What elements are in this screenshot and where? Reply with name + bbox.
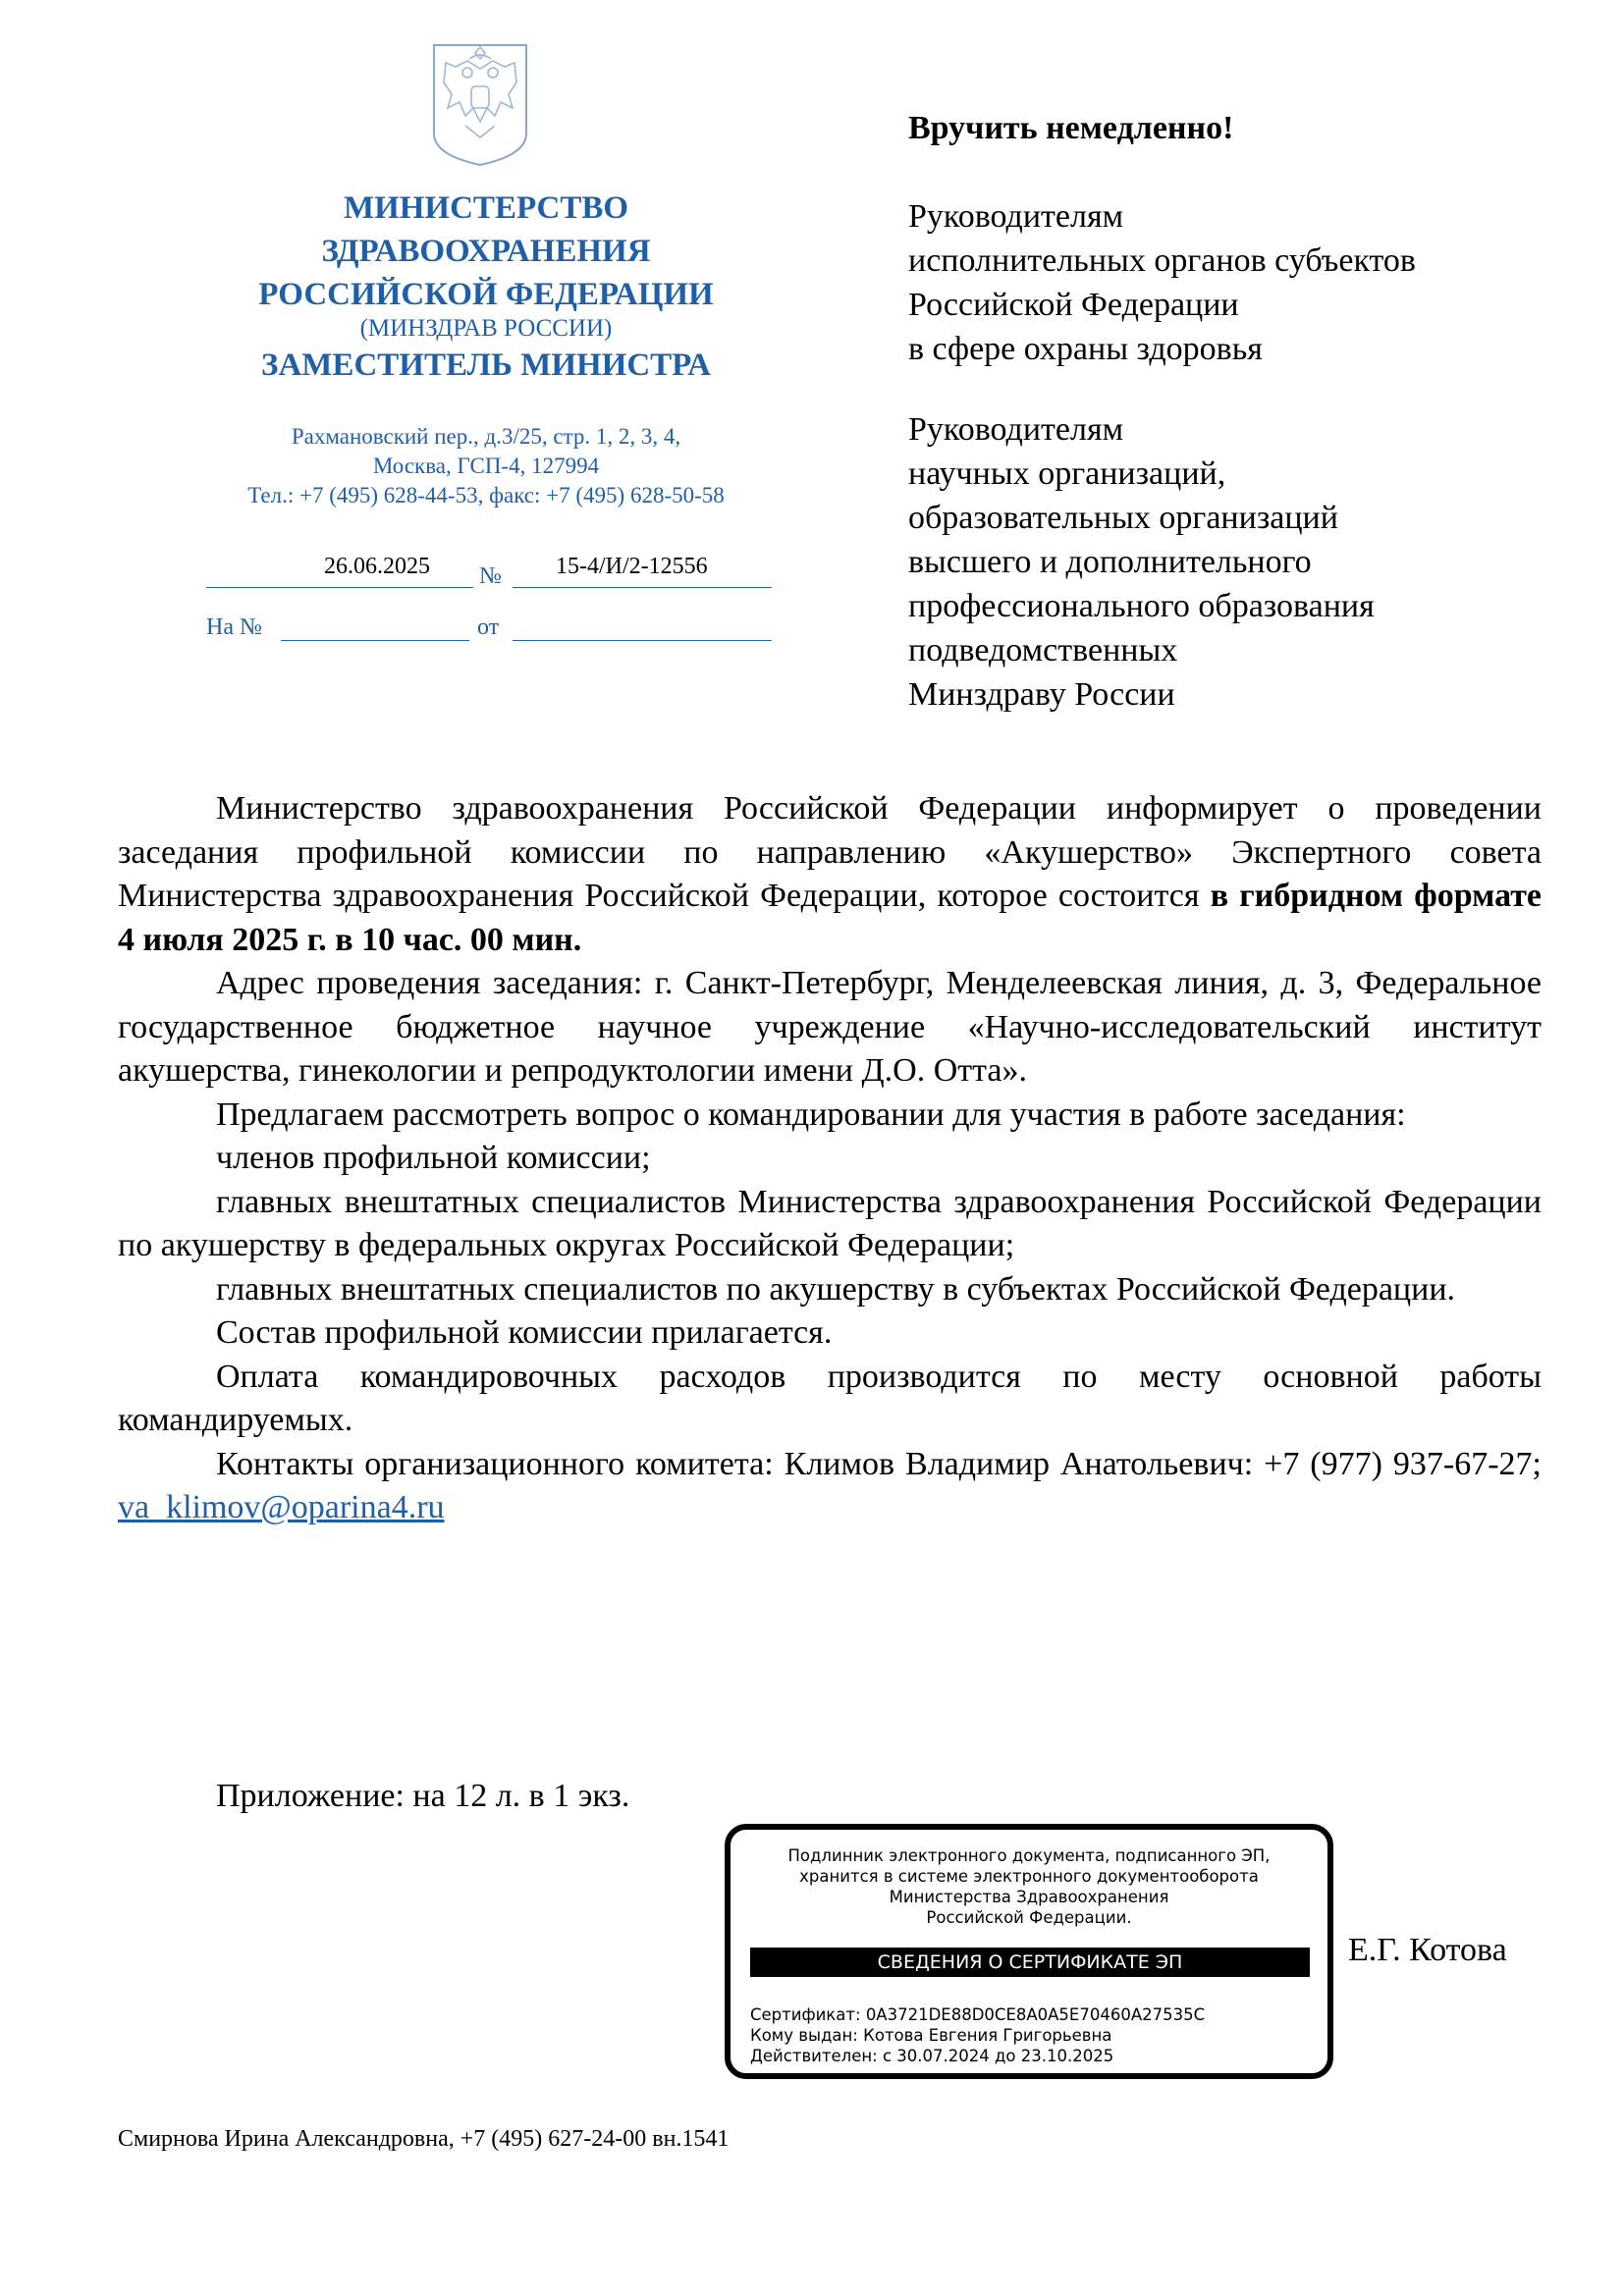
ministry-name-line1: МИНИСТЕРСТВО bbox=[343, 190, 629, 226]
addressee-line: образовательных организаций bbox=[908, 500, 1338, 536]
letter-body bbox=[118, 787, 1542, 1530]
from-underline bbox=[513, 640, 772, 641]
certificate-serial: 0A3721DE88D0CE8A0A5E70460A27535C bbox=[865, 2005, 1206, 2024]
addressee-line: Руководителям bbox=[908, 198, 1124, 235]
number-underline bbox=[513, 587, 772, 588]
ministry-name-line2: ЗДРАВООХРАНЕНИЯ bbox=[321, 234, 651, 269]
addressee-line: профессионального образования bbox=[908, 588, 1375, 624]
addressee-line: высшего и дополнительного bbox=[908, 544, 1312, 580]
date-underline bbox=[206, 587, 473, 588]
stamp-line3: Министерства Здравоохранения bbox=[889, 1888, 1169, 1906]
addressee-line: Минздраву России bbox=[908, 676, 1175, 713]
reference-label: На № bbox=[206, 614, 262, 640]
appendix-note: Приложение: на 12 л. в 1 экз. bbox=[216, 1778, 630, 1814]
addressee-line: в сфере охраны здоровья bbox=[908, 331, 1263, 367]
paragraph-composition: Состав профильной комиссии прилагается. bbox=[216, 1314, 833, 1351]
coat-of-arms-icon bbox=[426, 39, 534, 169]
from-label: от bbox=[477, 614, 500, 640]
addressee-line: научных организаций, bbox=[908, 455, 1226, 492]
stamp-line1: Подлинник электронного документа, подписанного ЭП, bbox=[787, 1846, 1271, 1865]
meeting-datetime: в гибридном формате 4 июля 2025 г. в 10 час. 00 мин. bbox=[118, 878, 1542, 958]
contact-email-link[interactable]: va_klimov@oparina4.ru bbox=[118, 1489, 445, 1525]
stamp-line2: хранится в системе электронного документооборота bbox=[799, 1867, 1259, 1886]
validity-row: Действителен: с 30.07.2024 до 23.10.2025 bbox=[750, 2047, 1114, 2065]
urgency-note: Вручить немедленно! bbox=[908, 110, 1234, 146]
paragraph-payment: Оплата командировочных расходов производится по месту основной работы командируемых. bbox=[118, 1358, 1542, 1438]
certificate-header: СВЕДЕНИЯ О СЕРТИФИКАТЕ ЭП bbox=[750, 1948, 1310, 1977]
signatory-name: Е.Г. Котова bbox=[1348, 1932, 1507, 1968]
list-item: членов профильной комиссии; bbox=[216, 1140, 651, 1176]
sender-position: ЗАМЕСТИТЕЛЬ МИНИСТРА bbox=[261, 347, 711, 383]
document-number: 15-4/И/2-12556 bbox=[556, 554, 708, 579]
paragraph-proposal: Предлагаем рассмотреть вопрос о командировании для участия в работе заседания: bbox=[216, 1095, 1406, 1133]
address-line2: Москва, ГСП-4, 127994 bbox=[372, 454, 600, 478]
reference-underline bbox=[281, 640, 469, 641]
addressee-line: Российской Федерации bbox=[908, 287, 1239, 323]
list-item: главных внештатных специалистов Министерства здравоохранения Российской Федерации по акушерству в федеральных округах Российской Федерации; bbox=[118, 1183, 1542, 1263]
paragraph-meeting: Министерство здравоохранения Российской Федерации информирует о проведении заседания профильной комиссии по направлению «Акушерство» Экспертного совета Министерства здравоохранения Российской Федерации, которое состоится в гибридном формате 4 июля 2025 г. в 10 час. 00 мин. bbox=[118, 790, 1542, 958]
certificate-owner: Котова Евгения Григорьевна bbox=[863, 2026, 1112, 2045]
issued-row: Кому выдан: Котова Евгения Григорьевна bbox=[750, 2026, 1112, 2045]
e-signature-stamp bbox=[725, 1824, 1333, 2079]
phones: Тел.: +7 (495) 628-44-53, факс: +7 (495) 628-50-58 bbox=[247, 483, 725, 507]
certificate-validity: с 30.07.2024 до 23.10.2025 bbox=[882, 2047, 1114, 2065]
addressee-line: Руководителям bbox=[908, 411, 1124, 448]
paragraph-address: Адрес проведения заседания: г. Санкт-Петербург, Менделеевская линия, д. 3, Федеральное государственное бюджетное научное учреждение «Научно-исследовательский институт акушерства, гинекологии и репродуктологии имени Д.О. Отта». bbox=[118, 965, 1542, 1089]
addressee-group-2 bbox=[908, 407, 1375, 717]
list-item: главных внештатных специалистов по акушерству в субъектах Российской Федерации. bbox=[216, 1270, 1456, 1308]
paragraph-contacts: Контакты организационного комитета: Климов Владимир Анатольевич: +7 (977) 937-67-27; va_klimov@oparina4.ru bbox=[118, 1445, 1542, 1525]
addressee-line: исполнительных органов субъектов bbox=[908, 242, 1416, 279]
ministry-name-line3: РОССИЙСКОЙ ФЕДЕРАЦИИ bbox=[258, 277, 714, 312]
ministry-abbreviation: (МИНЗДРАВ РОССИИ) bbox=[359, 315, 613, 342]
certificate-row: Сертификат: 0A3721DE88D0CE8A0A5E70460A27535C bbox=[750, 2005, 1206, 2024]
address-line1: Рахмановский пер., д.3/25, стр. 1, 2, 3, 4, bbox=[291, 424, 681, 449]
executor-contact: Смирнова Ирина Александровна, +7 (495) 627-24-00 вн.1541 bbox=[118, 2126, 730, 2152]
addressee-line: подведомственных bbox=[908, 632, 1178, 668]
addressee-group-1 bbox=[908, 194, 1416, 371]
stamp-line4: Российской Федерации. bbox=[926, 1908, 1132, 1927]
number-label: № bbox=[479, 563, 502, 589]
document-date: 26.06.2025 bbox=[324, 554, 430, 579]
